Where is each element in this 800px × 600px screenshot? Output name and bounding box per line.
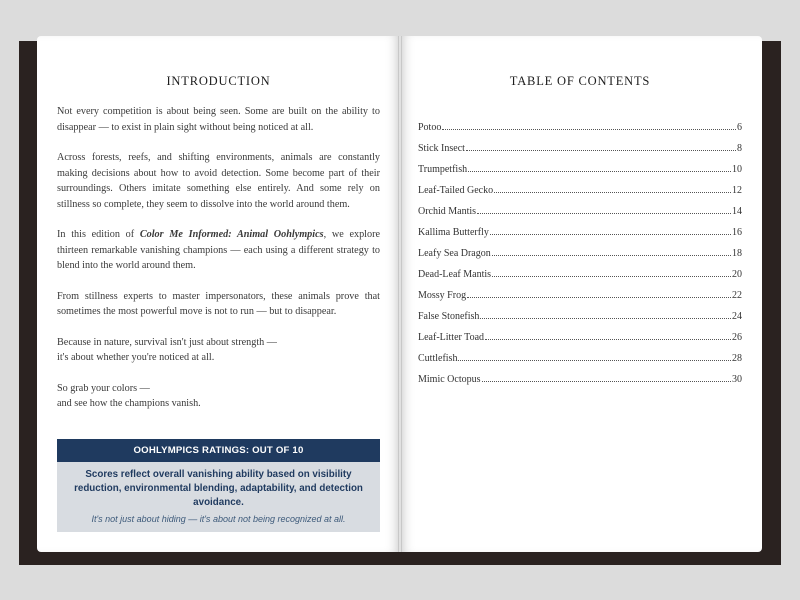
toc-entry[interactable] — [418, 269, 742, 290]
ratings-note: It's not just about hiding — it's about not being recognized at all. — [91, 514, 346, 524]
toc-entry-page: 10 — [732, 164, 742, 175]
toc-leader-dots — [492, 255, 731, 256]
toc-leader-dots — [467, 297, 731, 298]
toc-leader-dots — [442, 129, 736, 130]
toc-entry-title: Orchid Mantis — [418, 206, 477, 217]
intro-paragraph-4: From stillness experts to master impersonators, these animals prove that sometimes the most powerful move is not to run — but to disappear. — [57, 290, 380, 317]
toc-entry-title: Leaf-Litter Toad — [418, 332, 485, 343]
toc-entry[interactable] — [418, 122, 742, 143]
toc-entry-page: 8 — [737, 143, 742, 154]
toc-entry-page: 30 — [732, 374, 742, 385]
toc-leader-dots — [480, 318, 731, 319]
closing-line-1b: it's about whether you're noticed at all. — [57, 352, 215, 363]
toc-leader-dots — [494, 192, 731, 193]
toc-leader-dots — [492, 276, 731, 277]
toc-leader-dots — [458, 360, 731, 361]
intro-paragraph-1: Not every competition is about being seen. Some are built on the ability to disappear — to exist in plain sight without being noticed at all. — [57, 106, 380, 133]
book-title-emphasis: Color Me Informed: Animal Oohlympics — [139, 229, 324, 240]
ratings-box — [57, 439, 380, 532]
toc-entry[interactable] — [418, 290, 742, 311]
toc-entry-page: 16 — [732, 227, 742, 238]
toc-leader-dots — [477, 213, 731, 214]
ratings-body — [57, 462, 380, 532]
table-of-contents — [418, 122, 742, 395]
toc-entry-title: Stick Insect — [418, 143, 465, 154]
toc-entry-title: Trumpetfish — [418, 164, 468, 175]
toc-entry-page: 26 — [732, 332, 742, 343]
closing-line-2b: and see how the champions vanish. — [57, 398, 201, 409]
intro-paragraph-2: Across forests, reefs, and shifting environments, animals are constantly making decisions about how to avoid detection. Some become part of their surroundings. Others imitate something else entirely. And some rely on stillness so complete, they seem to dissolve into the world around them. — [57, 152, 380, 210]
toc-entry[interactable] — [418, 164, 742, 185]
closing-line-1a: Because in nature, survival isn't just about strength — — [57, 336, 277, 348]
toc-title: TABLE OF CONTENTS — [509, 74, 651, 88]
toc-entry-title: False Stonefish — [418, 311, 480, 322]
toc-entry-title: Mimic Octopus — [418, 374, 481, 385]
introduction-text — [57, 104, 380, 427]
toc-entry-page: 18 — [732, 248, 742, 259]
toc-entry[interactable] — [418, 353, 742, 374]
toc-entry-title: Leafy Sea Dragon — [418, 248, 491, 259]
toc-entry[interactable] — [418, 248, 742, 269]
ratings-title: OOHLYMPICS RATINGS: OUT OF 10 — [57, 439, 380, 462]
toc-entry[interactable] — [418, 185, 742, 206]
toc-entry-page: 14 — [732, 206, 742, 217]
intro-paragraph-3 — [57, 227, 380, 274]
toc-entry-title: Dead-Leaf Mantis — [418, 269, 492, 280]
toc-entry[interactable] — [418, 332, 742, 353]
toc-entry[interactable] — [418, 374, 742, 395]
toc-entry-title: Leaf-Tailed Gecko — [418, 185, 494, 196]
toc-leader-dots — [482, 381, 732, 382]
introduction-title: INTRODUCTION — [166, 74, 271, 88]
book-spine — [398, 36, 402, 552]
toc-entry[interactable] — [418, 143, 742, 164]
toc-entry-title: Mossy Frog — [418, 290, 467, 301]
toc-entry-page: 12 — [732, 185, 742, 196]
toc-entry-title: Kallima Butterfly — [418, 227, 489, 238]
toc-entry-title: Potoo — [418, 122, 442, 133]
closing-lines-2 — [57, 381, 380, 412]
toc-leader-dots — [466, 150, 736, 151]
toc-entry-page: 20 — [732, 269, 742, 280]
ratings-description: Scores reflect overall vanishing ability based on visibility reduction, environmental blending, adaptability, and detection avoidance. — [74, 469, 363, 508]
toc-leader-dots — [485, 339, 731, 340]
toc-entry[interactable] — [418, 227, 742, 248]
intro-p3-after: , we explore thirteen remarkable vanishing champions — each using a different strategy to blend into the world around them. — [57, 229, 380, 271]
intro-p3-before: In this edition of — [57, 229, 140, 240]
toc-entry-page: 6 — [737, 122, 742, 133]
toc-entry-page: 22 — [732, 290, 742, 301]
toc-entry[interactable] — [418, 206, 742, 227]
toc-entry[interactable] — [418, 311, 742, 332]
toc-leader-dots — [468, 171, 731, 172]
toc-entry-page: 28 — [732, 353, 742, 364]
toc-entry-title: Cuttlefish — [418, 353, 458, 364]
closing-line-2a: So grab your colors — — [57, 382, 150, 394]
toc-entry-page: 24 — [732, 311, 742, 322]
toc-leader-dots — [490, 234, 731, 235]
closing-lines-1 — [57, 335, 380, 366]
